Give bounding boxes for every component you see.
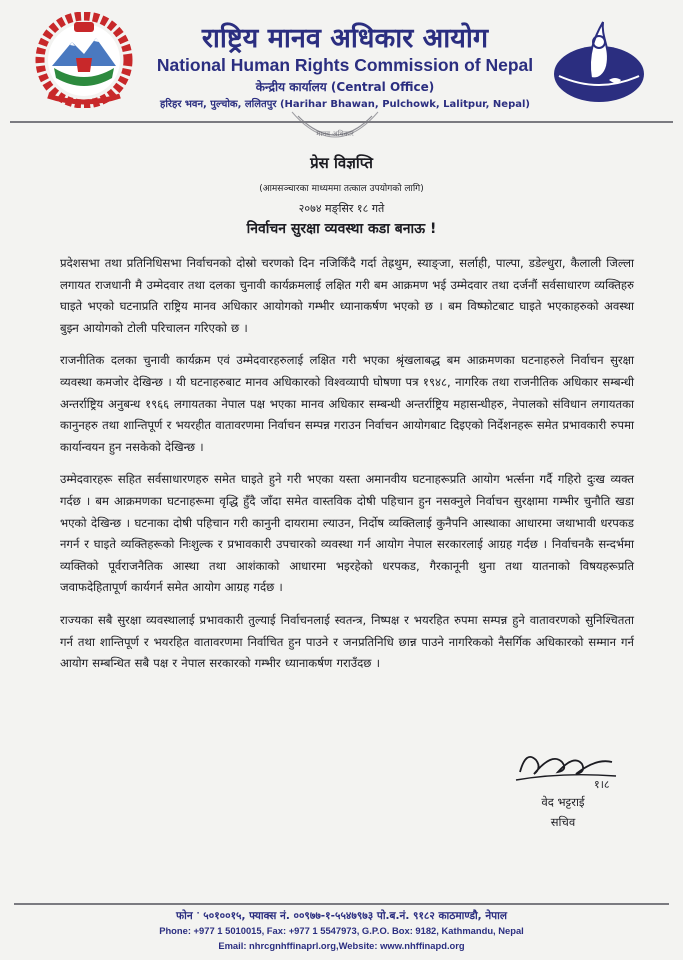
stamp-text: मानव अधिकार — [316, 130, 354, 138]
footer-contact-english: Phone: +977 1 5010015, Fax: +977 1 5547973, G.P.O. Box: 9182, Kathmandu, Nepal — [159, 925, 524, 936]
release-title: प्रेस विज्ञप्ति — [310, 154, 373, 172]
office-address: हरिहर भवन, पुल्चोक, ललितपुर (Harihar Bhawan, Pulchowk, Lalitpur, Nepal) — [160, 99, 530, 110]
paragraph: राजनीतिक दलका चुनावी कार्यक्रम एवं उम्मेदवारहरुलाई लक्षित गरी भएका श्रृंखलाबद्ध बम आक्रमणका घटनाहरुले निर्वाचन सुरक्षा व्यवस्था कमजोर देखिन्छ । यी घटनाहरुबाट मानव अधिकारको विश्वव्यापी घोषणा पत्र १९४८, नागरिक तथा राजनीतिक अधिकार सम्बन्धी अन्तर्राष्ट्रिय अनुबन्ध १९६६ लगायतका नेपाल पक्ष भएका मानव अधिकार सम्बन्धी अन्तर्राष्ट्रिय महासन्धीहरु, नेपालको संविधान लगायतका कानुनहरु तथा शान्तिपूर्ण र भयरहीत वातावरणमा निर्वाचन सम्पन्न गराउन निर्वाचन आयोगबाट दिइएको निर्देशनहरू समेत प्रभावकारी रुपमा कार्यान्वयन हुन नसकेको देखिन्छ । — [60, 353, 634, 454]
footer-contact-nepali: फोन ॱ ५०१००१५, फ्याक्स नं. ००९७७-१-५५४७९७३ पो.ब.नं. ९१८२ काठमाण्डौ, नेपाल — [176, 910, 507, 922]
org-name-english: National Human Rights Commission of Nepal — [156, 55, 534, 75]
paragraph: उम्मेदवारहरू सहित सर्वसाधारणहरु समेत घाइते हुने गरी भएका यस्ता अमानवीय घटनाहरूप्रति आयोग भर्त्सना गर्दै गहिरो दुःख व्यक्त गर्दछ । बम आक्रमणका घटनाहरूमा वृद्धि हुँदै जाँदा समेत वास्तविक दोषी पहिचान हुन नसक्नुले निर्वाचन सुरक्षामा गम्भीर चुनौति खडा भएको देखिन्छ । घटनाका दोषी पहिचान गरी कानुनी दायरामा ल्याउन, निर्दोष व्यक्तिलाई कुनैपनि आस्थाका आधारमा जथाभावी धरपकड नगर्न र घाइते व्यक्तिहरूको निःशुल्क र प्रभावकारी उपचारको व्यवस्था गर्न आयोग नेपाल सरकारलाई आग्रह गर्दछ । निर्वाचनकै सन्दर्भमा व्यक्तिको पूर्वराजनैतिक आस्था तथा आशंकाको आधारमा भइरहेको धरपकड, गैरकानूनी थुना तथा यातनाको विषयहरूप्रति जवाफदेहितापूर्ण कार्यगर्न समेत आयोग आग्रह गर्दछ । — [60, 472, 634, 595]
handwritten-signature-icon — [512, 742, 622, 790]
release-date: २०७४ मङ्सिर १८ गते — [298, 202, 385, 215]
release-headline: निर्वाचन सुरक्षा व्यवस्था कडा बनाऊ ! — [246, 221, 437, 237]
signature-date: १।८ — [594, 778, 610, 790]
nhrc-logo-icon — [551, 14, 647, 108]
signer-title: सचिव — [550, 815, 576, 829]
nepal-government-emblem-icon — [34, 12, 134, 108]
office-label: केन्द्रीय कार्यालय (Central Office) — [255, 80, 435, 94]
signer-name: वेद भट्टराई — [541, 795, 585, 809]
footer-email-website: Email: nhrcgnhffinaprl.org,Website: www.nhffinapd.org — [218, 940, 465, 951]
paragraph: प्रदेशसभा तथा प्रतिनिधिसभा निर्वाचनको दोस्रो चरणको दिन नजिकिँदै गर्दा तेह्रथुम, स्याङ्जा, सर्लाही, पाल्पा, डडेल्धुरा, कैलाली जिल्ला लगायत राजधानी मै उम्मेदवार तथा दलका चुनावी कार्यक्रमलाई लक्षित गरी बम आक्रमण भई उम्मेदवार तथा दर्जनौं सर्वसाधारण व्यक्तिहरु घाइते भएको घटनाप्रति राष्ट्रिय मानव अधिकार आयोगको गम्भीर ध्यानाकर्षण भएको छ । बम विष्फोटबाट घाइते भएकाहरुको अवस्था बुझ्न आयोगको टोली परिचालन गरिएको छ । — [60, 256, 634, 335]
paragraph: राज्यका सबै सुरक्षा व्यवस्थालाई प्रभावकारी तुल्याई निर्वाचनलाई स्वतन्त्र, निष्पक्ष र भयरहित रुपमा सम्पन्न हुने वातावरणको सुनिश्चितता गर्न तथा शान्तिपूर्ण र भयरहित वातावरणमा निर्वाचित हुन पाउने र जनप्रतिनिधि छान्न पाउने नागरिकको नैसर्गिक अधिकारको सम्मान गर्न आयोग सम्बन्धित सबै पक्ष र नेपाल सरकारको गम्भीर ध्यानाकर्षण गराउँदछ । — [60, 612, 634, 671]
org-name-nepali: राष्ट्रिय मानव अधिकार आयोग — [201, 23, 489, 54]
footer-divider — [14, 903, 669, 905]
official-stamp-icon — [290, 110, 380, 150]
header-divider — [10, 121, 673, 123]
letterhead — [0, 0, 683, 138]
release-subtitle: (आमसञ्चारका माध्यममा तत्काल उपयोगको लागि) — [259, 184, 424, 194]
release-body — [60, 253, 634, 686]
